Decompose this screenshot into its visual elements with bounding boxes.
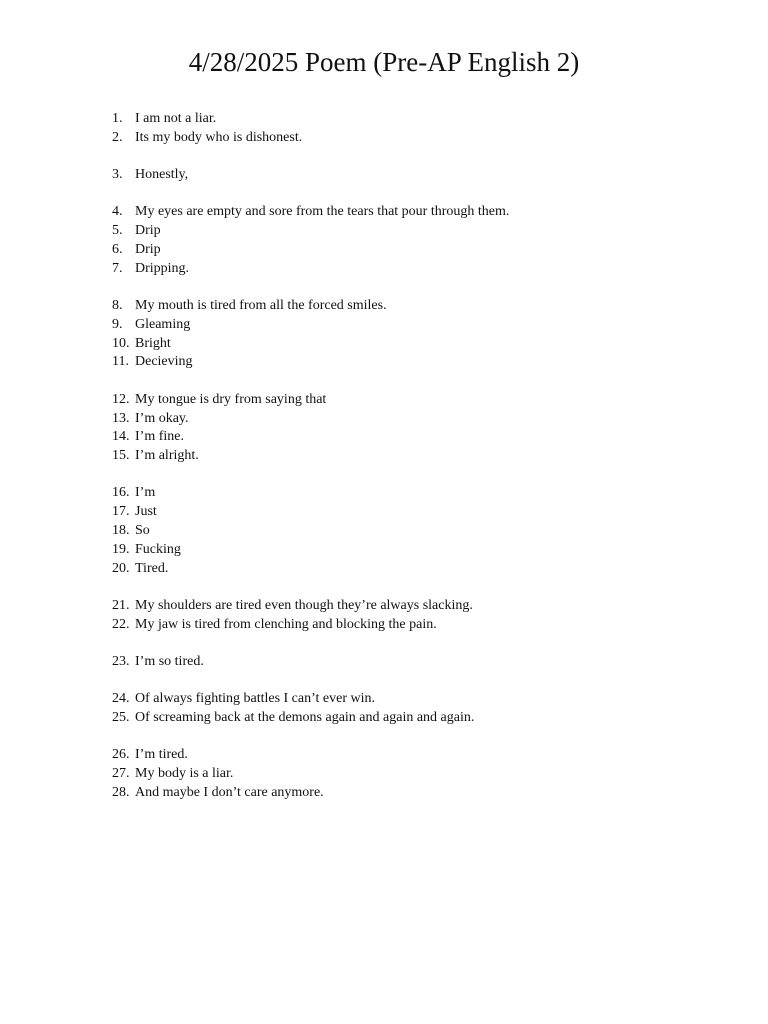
page-title: 4/28/2025 Poem (Pre-AP English 2) — [188, 47, 580, 77]
poem-line — [0, 241, 768, 260]
line-text: Drip — [135, 241, 161, 257]
line-text: I am not a liar. — [135, 111, 217, 126]
line-number: 27. — [112, 766, 130, 782]
line-text: Dripping. — [135, 260, 190, 276]
line-text: Its my body who is dishonest. — [135, 129, 303, 145]
line-number: 2. — [112, 129, 123, 145]
poem-line — [0, 522, 768, 541]
line-number: 25. — [112, 710, 130, 726]
stanza — [0, 391, 768, 466]
poem-line — [0, 765, 768, 784]
line-number: 26. — [112, 747, 130, 763]
poem-line — [0, 129, 768, 148]
poem-line — [0, 110, 768, 129]
line-text: Tired. — [135, 560, 169, 576]
line-text: My body is a liar. — [135, 766, 234, 782]
line-number: 4. — [112, 204, 123, 220]
poem-line — [0, 597, 768, 616]
poem-line — [0, 353, 768, 372]
poem-line — [0, 447, 768, 466]
line-text: My tongue is dry from saying that — [135, 391, 327, 407]
line-text: My jaw is tired from clenching and blocking the pain. — [135, 616, 437, 632]
stanza — [0, 653, 768, 672]
line-number: 14. — [112, 429, 130, 445]
line-text: I’m tired. — [135, 747, 188, 763]
poem-line — [0, 560, 768, 579]
line-number: 18. — [112, 523, 130, 539]
line-number: 7. — [112, 260, 123, 276]
line-number: 9. — [112, 316, 123, 332]
stanza — [0, 203, 768, 278]
line-text: Drip — [135, 223, 161, 239]
line-number: 22. — [112, 616, 130, 632]
line-text: So — [135, 523, 150, 539]
stanza — [0, 297, 768, 372]
poem-line — [0, 746, 768, 765]
line-text: Decieving — [135, 354, 193, 370]
poem-line — [0, 316, 768, 335]
line-text: My shoulders are tired even though they’re always slacking. — [135, 597, 473, 613]
line-number: 17. — [112, 504, 130, 520]
line-text: My eyes are empty and sore from the tears that pour through them. — [135, 204, 510, 220]
poem-line — [0, 616, 768, 635]
line-number: 12. — [112, 391, 130, 407]
line-number: 15. — [112, 448, 130, 464]
line-text: Gleaming — [135, 316, 191, 332]
stanza — [0, 110, 768, 148]
line-text: I’m so tired. — [135, 654, 204, 670]
poem-line — [0, 260, 768, 279]
poem-line — [0, 222, 768, 241]
stanza — [0, 597, 768, 635]
poem-line — [0, 784, 768, 803]
poem-line — [0, 391, 768, 410]
poem-line — [0, 690, 768, 709]
stanza — [0, 746, 768, 802]
poem-line — [0, 653, 768, 672]
poem-line — [0, 503, 768, 522]
line-number: 28. — [112, 785, 130, 801]
poem-line — [0, 335, 768, 354]
poem-line — [0, 166, 768, 185]
line-text: I’m fine. — [135, 429, 184, 445]
line-text: Fucking — [135, 541, 181, 557]
line-text: My mouth is tired from all the forced smiles. — [135, 298, 387, 314]
line-text: I’m — [135, 485, 156, 501]
poem-line — [0, 709, 768, 728]
line-text: I’m alright. — [135, 448, 199, 464]
line-number: 10. — [112, 335, 130, 351]
line-number: 13. — [112, 410, 130, 426]
poem — [0, 110, 768, 821]
line-number: 11. — [112, 354, 129, 370]
line-text: Honestly, — [135, 167, 189, 183]
line-number: 20. — [112, 560, 130, 576]
line-number: 24. — [112, 691, 130, 707]
line-text: Bright — [135, 335, 171, 351]
line-text: I’m okay. — [135, 410, 189, 426]
poem-line — [0, 541, 768, 560]
poem-line — [0, 203, 768, 222]
line-number: 6. — [112, 241, 123, 257]
stanza — [0, 166, 768, 185]
line-text: And maybe I don’t care anymore. — [135, 785, 324, 801]
line-number: 23. — [112, 654, 130, 670]
poem-line — [0, 410, 768, 429]
line-number: 1. — [112, 111, 123, 126]
line-text: Of always fighting battles I can’t ever win. — [135, 691, 376, 707]
line-number: 5. — [112, 223, 123, 239]
stanza — [0, 690, 768, 728]
line-number: 16. — [112, 485, 130, 501]
line-number: 19. — [112, 541, 130, 557]
line-text: Just — [135, 504, 157, 520]
line-text: Of screaming back at the demons again and again and again. — [135, 710, 475, 726]
line-number: 8. — [112, 298, 123, 314]
poem-line — [0, 428, 768, 447]
poem-line — [0, 297, 768, 316]
line-number: 3. — [112, 167, 123, 183]
stanza — [0, 484, 768, 578]
poem-line — [0, 484, 768, 503]
line-number: 21. — [112, 597, 130, 613]
